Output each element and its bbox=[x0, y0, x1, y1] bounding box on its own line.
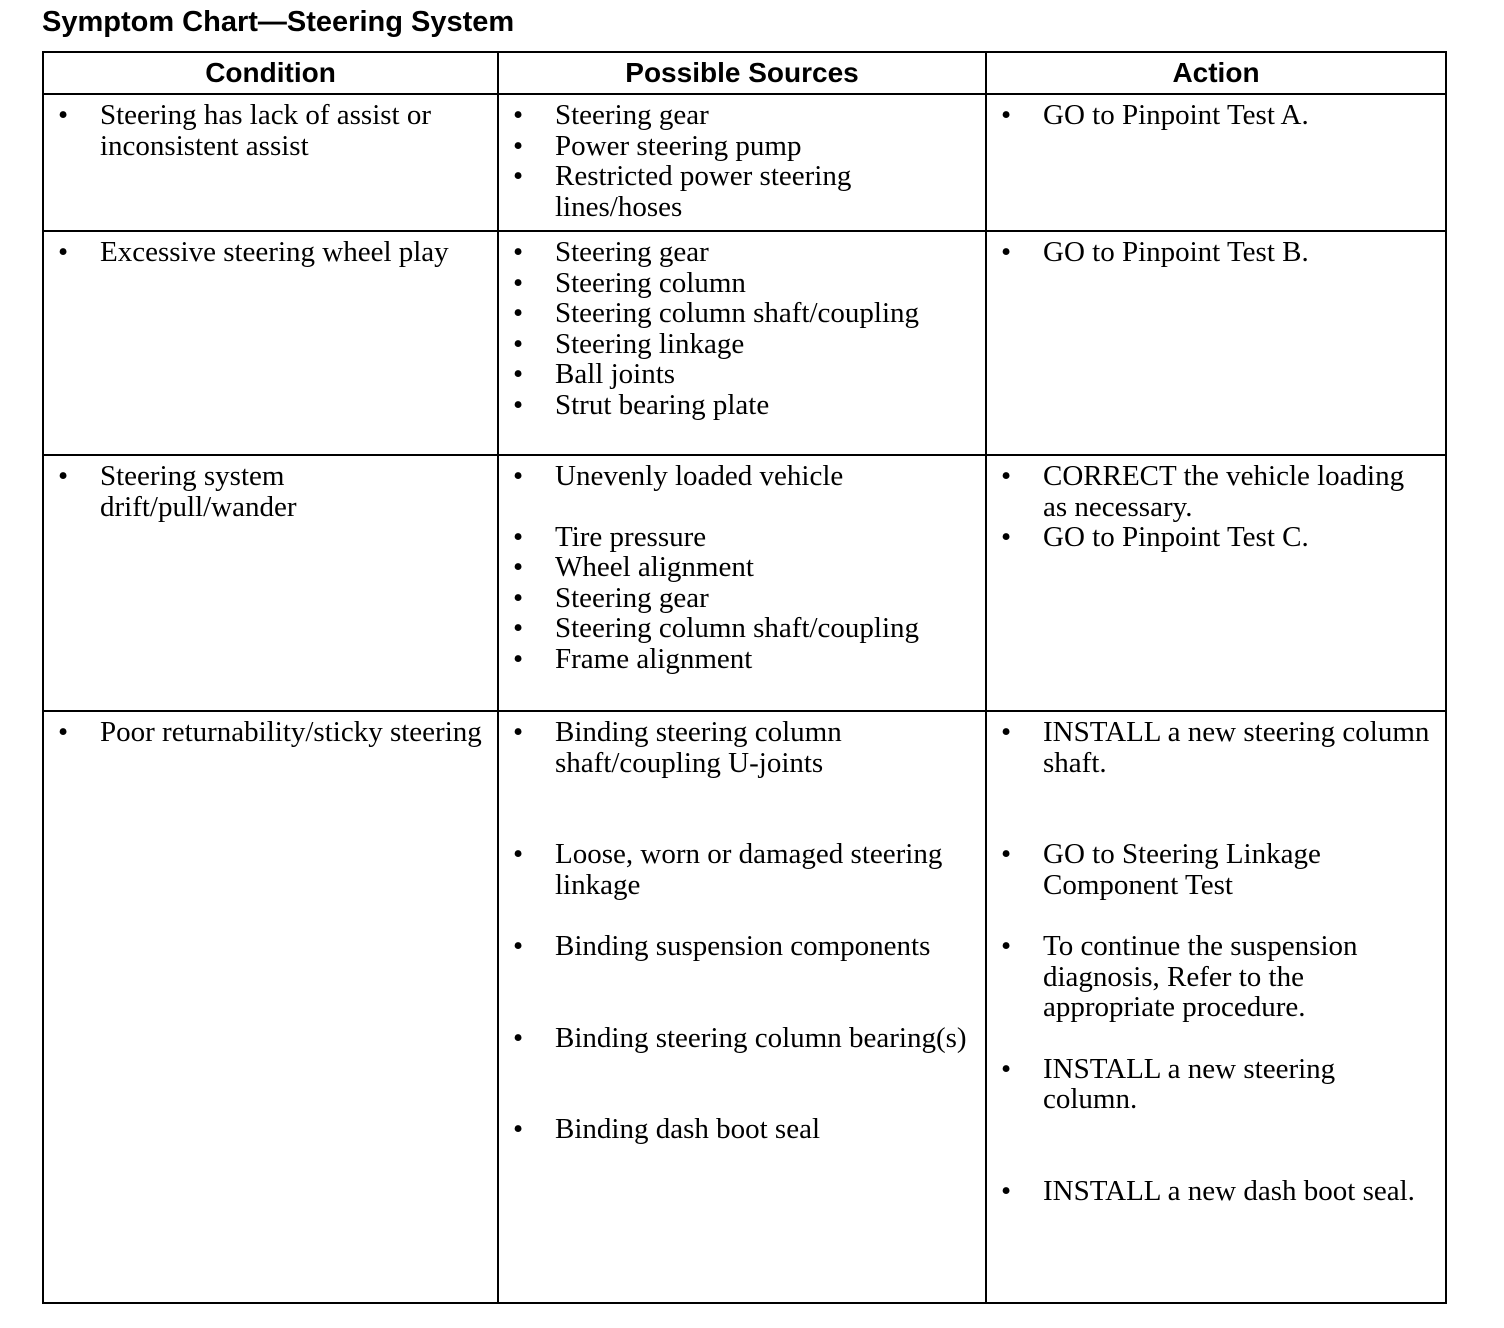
source-item: • Steering column shaft/coupling bbox=[513, 297, 920, 329]
bullet-icon: • bbox=[1001, 1174, 1012, 1207]
bullet-icon: • bbox=[513, 160, 524, 192]
bullet-icon: • bbox=[513, 460, 524, 492]
bullet-icon: • bbox=[513, 358, 524, 390]
action-item: • INSTALL a new dash boot seal. bbox=[1001, 1174, 1415, 1207]
sources-cell bbox=[498, 231, 986, 455]
condition-item: • Steering system drift/pull/wander bbox=[58, 460, 297, 523]
bullet-icon: • bbox=[513, 581, 524, 614]
source-item: • Binding steering column bearing(s) bbox=[513, 1021, 967, 1054]
bullet-icon: • bbox=[58, 460, 69, 492]
condition-item: • Excessive steering wheel play bbox=[58, 236, 449, 268]
condition-item: • Steering has lack of assist or inconsistent assist bbox=[58, 99, 432, 162]
bullet-icon: • bbox=[513, 551, 524, 583]
bullet-icon: • bbox=[513, 930, 524, 962]
condition-item: • Poor returnability/sticky steering bbox=[58, 716, 482, 748]
source-item: • Steering column bbox=[513, 266, 746, 299]
condition-cell bbox=[43, 711, 498, 1303]
table-row bbox=[43, 711, 1446, 1303]
condition-cell bbox=[43, 94, 498, 231]
bullet-icon: • bbox=[513, 266, 524, 299]
source-item: • Tire pressure bbox=[513, 520, 707, 553]
page-title: Symptom Chart—Steering System bbox=[42, 6, 515, 38]
header-row bbox=[43, 52, 1446, 94]
source-item: • Binding dash boot seal bbox=[513, 1113, 821, 1145]
source-item: • Steering gear bbox=[513, 236, 709, 268]
source-item: • Restricted power steering lines/hoses bbox=[513, 160, 852, 223]
bullet-icon: • bbox=[513, 520, 524, 553]
bullet-icon: • bbox=[513, 1113, 524, 1145]
source-item: • Ball joints bbox=[513, 358, 676, 390]
bullet-icon: • bbox=[1001, 236, 1012, 268]
header-possible-sources: Possible Sources bbox=[498, 52, 986, 94]
action-item: • To continue the suspension diagnosis, Refer to the appropriate procedure. bbox=[1001, 930, 1358, 1023]
header-condition: Condition bbox=[43, 52, 498, 94]
bullet-icon: • bbox=[513, 612, 524, 644]
source-item: • Strut bearing plate bbox=[513, 388, 770, 421]
symptom-chart-table bbox=[42, 51, 1447, 1304]
bullet-icon: • bbox=[1001, 521, 1012, 553]
source-item: • Loose, worn or damaged steering linkage bbox=[513, 838, 943, 901]
action-item: • GO to Pinpoint Test C. bbox=[1001, 521, 1309, 553]
action-cell bbox=[986, 94, 1446, 231]
bullet-icon: • bbox=[1001, 716, 1012, 748]
action-cell bbox=[986, 231, 1446, 455]
bullet-icon: • bbox=[513, 838, 524, 870]
bullet-icon: • bbox=[513, 642, 524, 675]
bullet-icon: • bbox=[58, 716, 69, 748]
source-item: • Frame alignment bbox=[513, 642, 753, 675]
source-item: • Power steering pump bbox=[513, 129, 802, 162]
sources-cell bbox=[498, 94, 986, 231]
source-item: • Steering gear bbox=[513, 99, 709, 131]
bullet-icon: • bbox=[513, 297, 524, 329]
bullet-icon: • bbox=[58, 236, 69, 268]
table-row bbox=[43, 231, 1446, 455]
condition-cell bbox=[43, 231, 498, 455]
bullet-icon: • bbox=[1001, 99, 1012, 131]
action-cell bbox=[986, 711, 1446, 1303]
action-item: • INSTALL a new steering column. bbox=[1001, 1052, 1336, 1115]
table-row bbox=[43, 94, 1446, 231]
source-item: • Unevenly loaded vehicle bbox=[513, 460, 844, 492]
header-action: Action bbox=[986, 52, 1446, 94]
source-item: • Steering linkage bbox=[513, 327, 745, 360]
action-cell bbox=[986, 455, 1446, 711]
bullet-icon: • bbox=[513, 388, 524, 421]
action-item: • GO to Steering Linkage Component Test bbox=[1001, 838, 1321, 901]
source-item: • Binding suspension components bbox=[513, 930, 931, 962]
action-item: • GO to Pinpoint Test B. bbox=[1001, 236, 1309, 268]
bullet-icon: • bbox=[1001, 838, 1012, 870]
bullet-icon: • bbox=[513, 327, 524, 360]
bullet-icon: • bbox=[513, 129, 524, 162]
action-item: • INSTALL a new steering column shaft. bbox=[1001, 716, 1430, 779]
bullet-icon: • bbox=[513, 99, 524, 131]
bullet-icon: • bbox=[513, 1021, 524, 1054]
bullet-icon: • bbox=[513, 236, 524, 268]
bullet-icon: • bbox=[1001, 930, 1012, 962]
table-row bbox=[43, 455, 1446, 711]
source-item: • Steering column shaft/coupling bbox=[513, 612, 920, 644]
sources-cell bbox=[498, 455, 986, 711]
bullet-icon: • bbox=[1001, 1052, 1012, 1085]
sources-cell bbox=[498, 711, 986, 1303]
source-item: • Binding steering column shaft/coupling U-joints bbox=[513, 716, 842, 779]
source-item: • Steering gear bbox=[513, 581, 709, 614]
bullet-icon: • bbox=[513, 716, 524, 748]
bullet-icon: • bbox=[58, 99, 69, 131]
bullet-icon: • bbox=[1001, 460, 1012, 492]
source-item: • Wheel alignment bbox=[513, 551, 754, 583]
action-item: • CORRECT the vehicle loading as necessary. bbox=[1001, 460, 1405, 523]
condition-cell bbox=[43, 455, 498, 711]
action-item: • GO to Pinpoint Test A. bbox=[1001, 99, 1309, 131]
